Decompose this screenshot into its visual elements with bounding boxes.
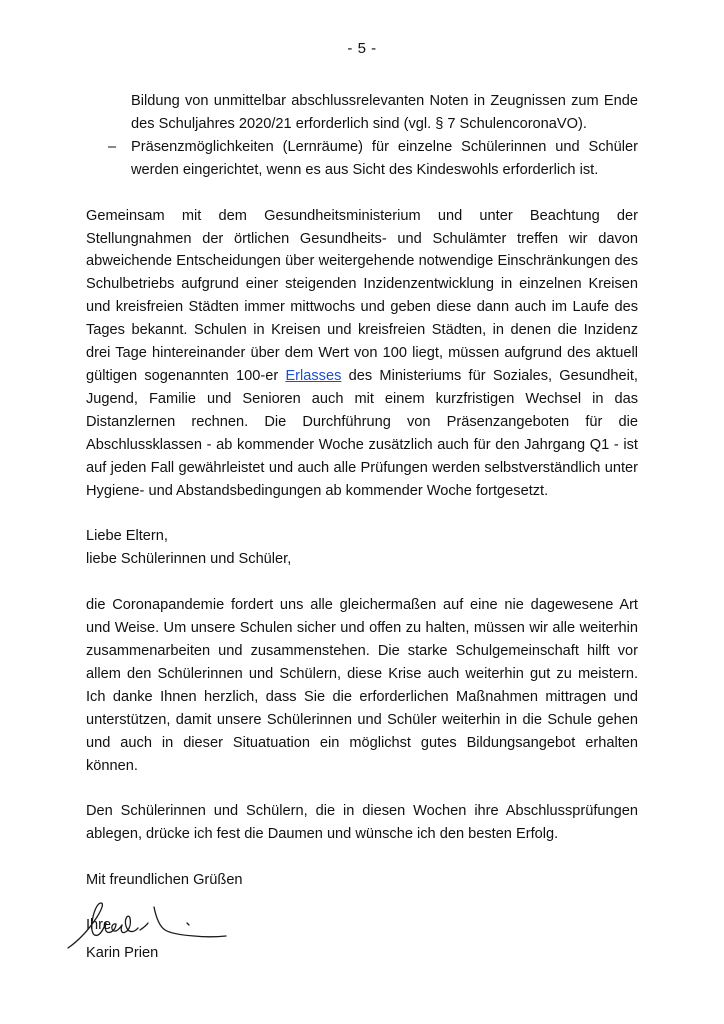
signer-name: Karin Prien bbox=[86, 945, 159, 961]
closing-ihre: Ihre bbox=[86, 917, 112, 934]
erlasses-link[interactable]: Erlasses bbox=[285, 367, 342, 384]
letter-body bbox=[86, 90, 638, 937]
list-item-text: Präsenzmöglichkeiten (Lernräume) für einzelne Schülerinnen und Schüler werden eingerichtet, wenn es aus Sicht des Kindeswohls erforderlich ist. bbox=[131, 138, 638, 178]
closing-greeting: Mit freundlichen Grüßen bbox=[86, 872, 243, 889]
page-number: - 5 - bbox=[347, 40, 377, 57]
paragraph-exams: Den Schülerinnen und Schülern, die in diesen Wochen ihre Abschlussprüfungen ablegen, drücke ich fest die Daumen und wünsche ich den besten Erfolg. bbox=[86, 803, 638, 843]
salutation-line-1: Liebe Eltern, bbox=[86, 528, 168, 545]
dash-bullet: – bbox=[108, 138, 117, 155]
list-item-continuation: Bildung von unmittelbar abschlussrelevanten Noten in Zeugnissen zum Ende des Schuljahres 2020/21 erforderlich sind (vgl. § 7 SchulencoronaVO). bbox=[131, 93, 638, 132]
paragraph-pandemic: die Coronapandemie fordert uns alle gleichermaßen auf eine nie dagewesene Art und Weise. Um unsere Schulen sicher und offen zu halten, müssen wir alle weiterhin zusammenarbeiten und zusammenstehen. Die starke Schulgemeinschaft hilft vor allem den Schülerinnen und Schülern, diese Krise auch weiterhin gut zu meistern. Ich danke Ihnen herzlich, dass Sie die erforderlichen Maßnahmen mittragen und unterstützen, damit unsere Schülerinnen und Schüler weiterhin in die Schule gehen und auch in dieser Situatuation ein möglichst gutes Bildungsangebot erhalten können. bbox=[86, 597, 638, 774]
list-item bbox=[108, 136, 638, 182]
paragraph-text-before-link: Gemeinsam mit dem Gesundheitsministerium und unter Beachtung der Stellungnahmen der örtlichen Gesundheits- und Schulämter treffen wir davon abweichende Entscheidungen über weitergehende notwendige Einschränkungen des Schulbetriebs aufgrund einer steigenden Inzidenzentwicklung in einzelnen Kreisen und kreisfreien Städten immer mittwochs und geben diese dann auch im Laufe des Tages bekannt. Schulen in Kreisen und kreisfreien Städten, in denen die Inzidenz drei Tage hintereinander über dem Wert von 100 liegt, müssen aufgrund des aktuell gültigen sogenannten 100-er bbox=[86, 207, 638, 384]
paragraph-school-decisions bbox=[86, 205, 638, 503]
salutation-line-2: liebe Schülerinnen und Schüler, bbox=[86, 551, 292, 568]
paragraph-text-after-link: des Ministeriums für Soziales, Gesundheit, Jugend, Familie und Senioren auch mit einem kurzfristigen Wechsel in das Distanzlernen rechnen. Die Durchführung von Präsenzangeboten für die Abschlussklassen - ab kommender Woche zusätzlich auch für den Jahrgang Q1 - ist auf jeden Fall gewährleistet und auch alle Prüfungen werden selbstverständlich unter Hygiene- und Abstandsbedingungen ab kommender Woche fortgesetzt. bbox=[86, 367, 638, 499]
